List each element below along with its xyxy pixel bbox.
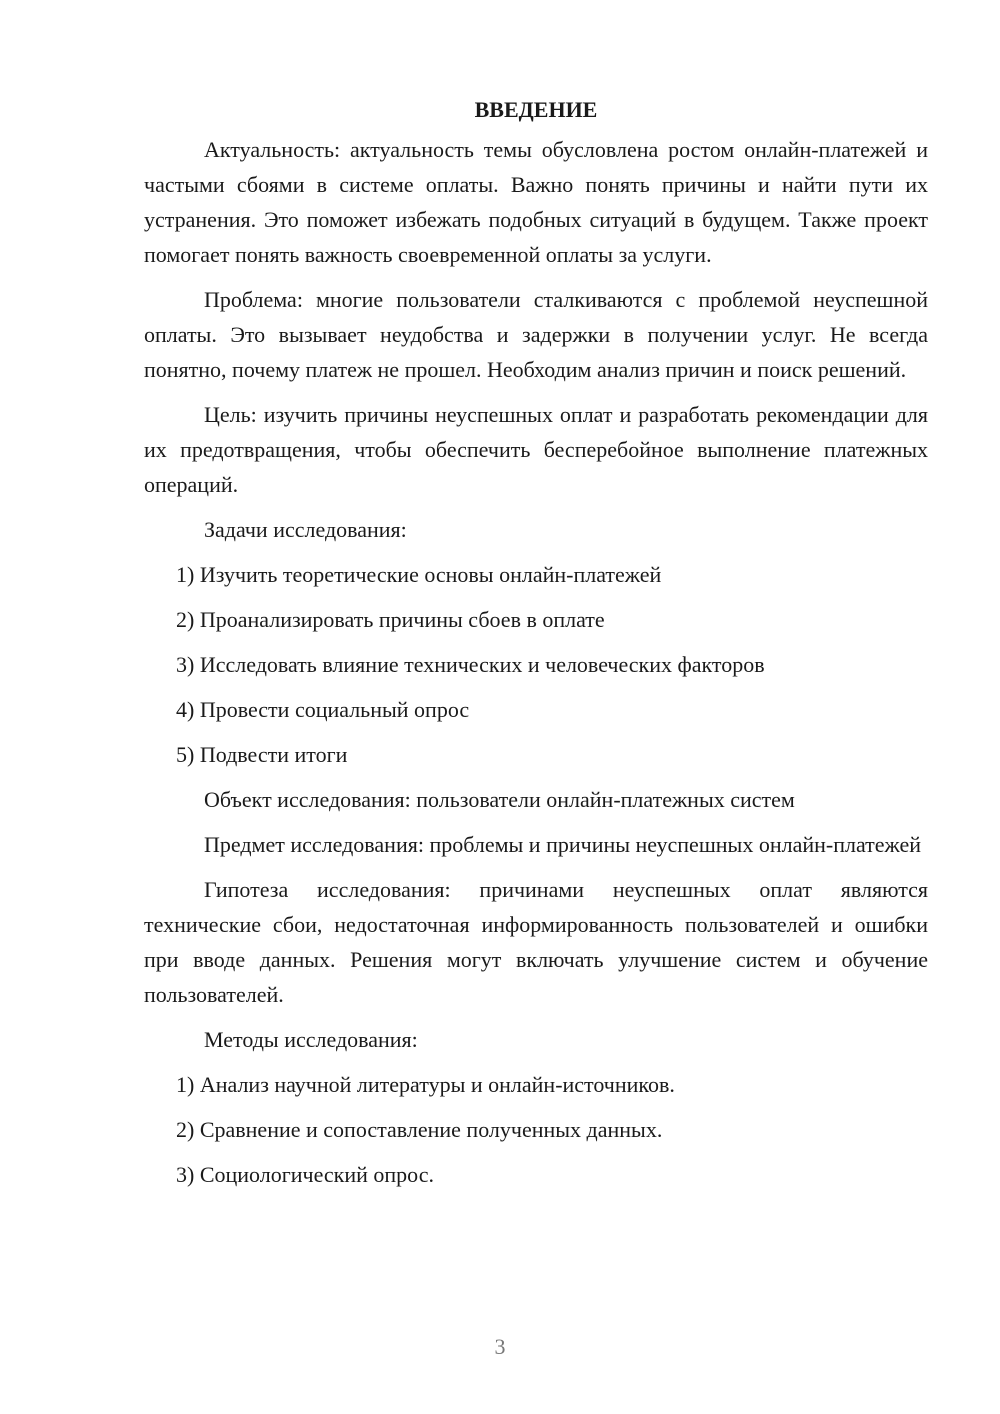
page-number: 3: [494, 1334, 506, 1359]
goal-paragraph: Цель: изучить причины неуспешных оплат и разработать рекомендации для их предотвращения, чтобы обеспечить бесперебойное выполнение платежных операций.: [144, 402, 928, 497]
problem-paragraph: Проблема: многие пользователи сталкиваются с проблемой неуспешной оплаты. Это вызывает неудобства и задержки в получении услуг. Не всегда понятно, почему платеж не прошел. Необходим анализ причин и поиск решений.: [144, 287, 928, 382]
task-item: 5) Подвести итоги: [176, 742, 348, 767]
tasks-label: Задачи исследования:: [204, 517, 407, 542]
methods-label: Методы исследования:: [204, 1027, 418, 1052]
task-item: 4) Провести социальный опрос: [176, 697, 470, 722]
hypothesis-paragraph: Гипотеза исследования: причинами неуспешных оплат являются технические сбои, недостаточная информированность пользователей и ошибки при вводе данных. Решения могут включать улучшение систем и обучение пользователей.: [144, 877, 928, 1007]
method-item: 3) Социологический опрос.: [176, 1162, 434, 1187]
task-item: 3) Исследовать влияние технических и человеческих факторов: [176, 652, 765, 677]
method-item: 1) Анализ научной литературы и онлайн-источников.: [176, 1072, 675, 1097]
page-title: ВВЕДЕНИЕ: [474, 97, 598, 122]
relevance-paragraph: Актуальность: актуальность темы обусловлена ростом онлайн-платежей и частыми сбоями в системе оплаты. Важно понять причины и найти пути их устранения. Это поможет избежать подобных ситуаций в будущем. Также проект помогает понять важность своевременной оплаты за услуги.: [144, 137, 928, 267]
task-item: 1) Изучить теоретические основы онлайн-платежей: [176, 562, 662, 587]
object-line: Объект исследования: пользователи онлайн-платежных систем: [204, 787, 795, 812]
subject-paragraph: Предмет исследования: проблемы и причины неуспешных онлайн-платежей: [204, 832, 921, 857]
task-item: 2) Проанализировать причины сбоев в оплате: [176, 607, 605, 632]
document-page: [144, 88, 928, 1202]
method-item: 2) Сравнение и сопоставление полученных данных.: [176, 1117, 663, 1142]
